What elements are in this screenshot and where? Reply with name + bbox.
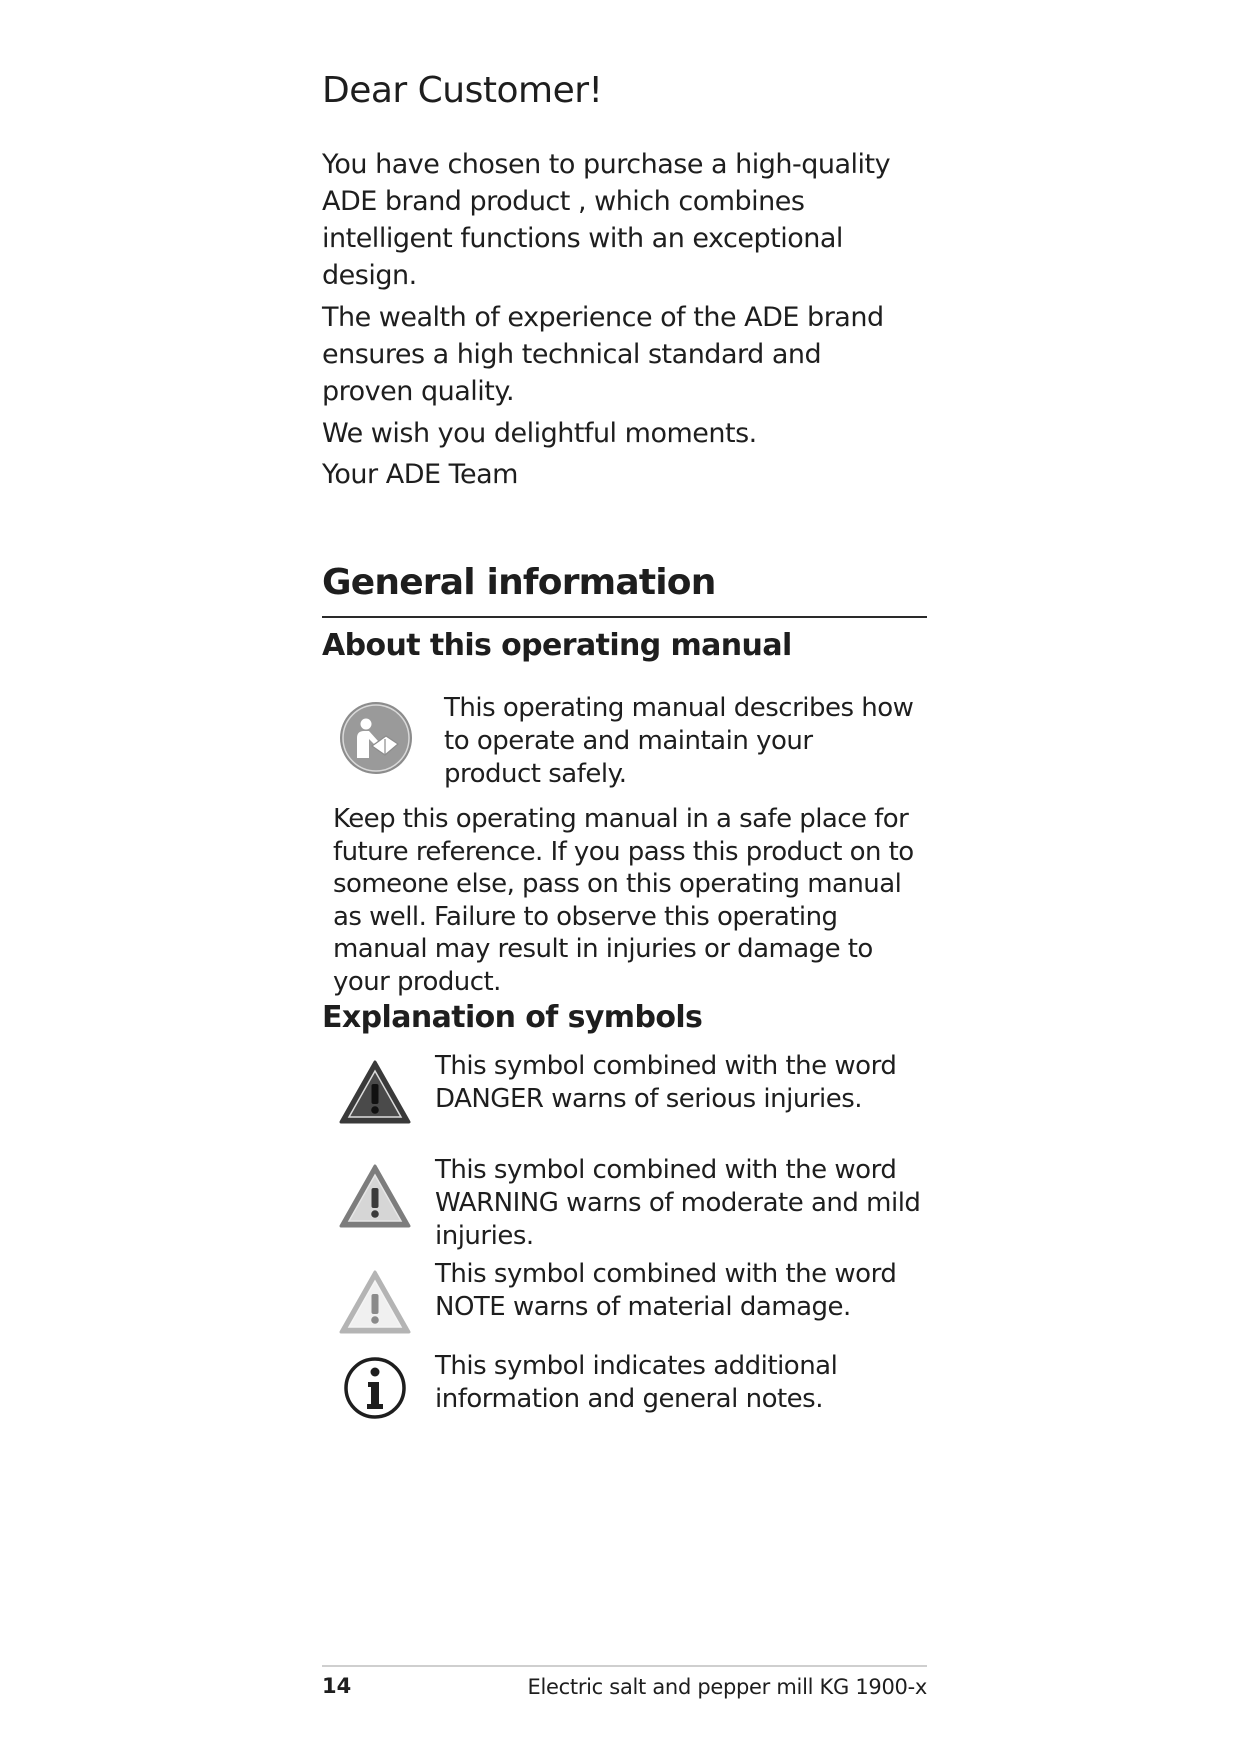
footer-divider [322, 1665, 927, 1667]
section-divider [322, 616, 927, 618]
warning-triangle-icon [338, 1162, 412, 1230]
symbol-text-danger: This symbol combined with the word DANGER warns of serious injuries. [435, 1051, 897, 1114]
subsection-title-symbols: Explanation of symbols [322, 1000, 703, 1035]
danger-triangle-icon [338, 1058, 412, 1126]
footer-product-title: Electric salt and pepper mill KG 1900-x [527, 1675, 927, 1699]
symbol-text-warning: This symbol combined with the word WARNING warns of moderate and mild injuries. [435, 1155, 921, 1251]
manual-page [322, 0, 927, 1754]
intro-paragraph: The wealth of experience of the ADE brand ensures a high technical standard and proven quality. [322, 302, 884, 407]
manual-keep-notice: Keep this operating manual in a safe place for future reference. If you pass this product on to someone else, pass on this operating manual as well. Failure to observe this operating manual may result in injuries or damage to your product. [333, 804, 914, 997]
intro-text [322, 146, 912, 498]
intro-paragraph: You have chosen to purchase a high-quality ADE brand product , which combines intelligent functions with an exceptional design. [322, 149, 891, 291]
intro-paragraph: We wish you delightful moments. [322, 418, 757, 449]
read-manual-icon [338, 700, 414, 776]
subsection-title-about-manual: About this operating manual [322, 628, 792, 663]
section-title-general-information: General information [322, 562, 716, 603]
info-icon [338, 1354, 412, 1422]
page-number: 14 [322, 1674, 352, 1698]
symbol-text-note: This symbol combined with the word NOTE warns of material damage. [435, 1259, 897, 1322]
manual-description: This operating manual describes how to operate and maintain your product safely. [444, 693, 914, 789]
symbol-text-info: This symbol indicates additional information and general notes. [435, 1351, 838, 1414]
greeting-heading: Dear Customer! [322, 70, 603, 111]
note-triangle-icon [338, 1268, 412, 1336]
intro-signature: Your ADE Team [322, 459, 518, 490]
